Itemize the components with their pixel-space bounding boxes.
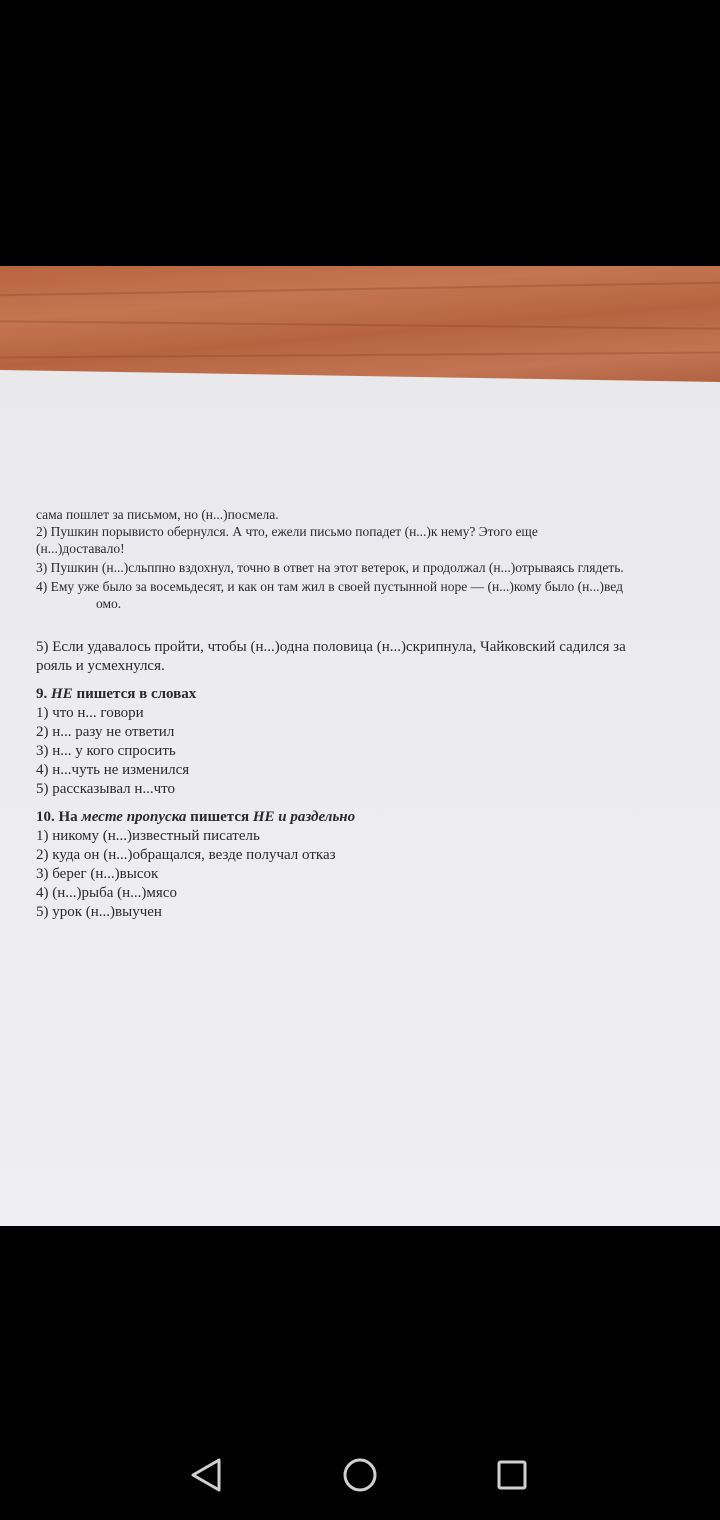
heading-italic: НЕ (51, 686, 73, 702)
back-button[interactable] (181, 1452, 231, 1498)
answer-option: 2) куда он (н...)обращался, везде получал отказ (36, 847, 336, 863)
item5-block (36, 638, 696, 676)
question-number: 9. (36, 686, 48, 702)
text-line: 4) Ему уже было за восемьдесят, и как он там жил в своей пустынной норе — (н...)кому было (н...)вед (36, 579, 623, 594)
answer-option: 2) н... разу не ответил (36, 724, 175, 740)
heading-italic: НЕ и раздельно (252, 809, 356, 825)
back-triangle-icon (189, 1457, 223, 1493)
heading-text: пишется в словах (76, 686, 197, 702)
wooden-table (0, 266, 720, 386)
answer-option: 3) н... у кого спросить (36, 743, 176, 759)
answer-option: 5) урок (н...)выучен (36, 904, 162, 920)
answer-option: 4) н...чуть не изменился (36, 762, 190, 778)
heading-text: пишется (190, 809, 250, 825)
text-line: (н...)доставало! (36, 541, 125, 556)
fragment-block (36, 506, 696, 612)
text-line: омо. (96, 596, 122, 611)
answer-option: 5) рассказывал н...что (36, 781, 176, 797)
text-line: 5) Если удавалось пройти, чтобы (н...)одна половица (н...)скрипнула, Чайковский садился за (36, 639, 626, 655)
question-heading (36, 685, 696, 704)
question-number: 10. На (36, 809, 78, 825)
text-line: 2) Пушкин порывисто обернулся. А что, ежели письмо попадет (н...)к нему? Этого еще (36, 524, 538, 539)
recents-square-icon (496, 1459, 528, 1491)
answer-option: 1) никому (н...)известный писатель (36, 828, 260, 844)
home-button[interactable] (335, 1452, 385, 1498)
answer-option: 1) что н... говори (36, 705, 144, 721)
wood-grain (0, 320, 720, 330)
answer-option: 4) (н...)рыба (н...)мясо (36, 885, 177, 901)
question-9 (36, 685, 696, 799)
text-line: рояль и усмехнулся. (36, 658, 165, 674)
text-line: 3) Пушкин (н...)сльппно вздохнул, точно в ответ на этот ветерок, и продолжал (н...)отрываясь глядеть. (36, 560, 624, 575)
question-10 (36, 808, 696, 922)
wood-grain (0, 351, 720, 358)
text-line: сама пошлет за письмом, но (н...)посмела. (36, 507, 279, 522)
recents-button[interactable] (487, 1452, 537, 1498)
home-circle-icon (342, 1457, 378, 1493)
heading-italic: месте пропуска (81, 809, 187, 825)
question-heading (36, 808, 696, 827)
wood-grain (0, 282, 720, 297)
answer-option: 3) берег (н...)высок (36, 866, 159, 882)
